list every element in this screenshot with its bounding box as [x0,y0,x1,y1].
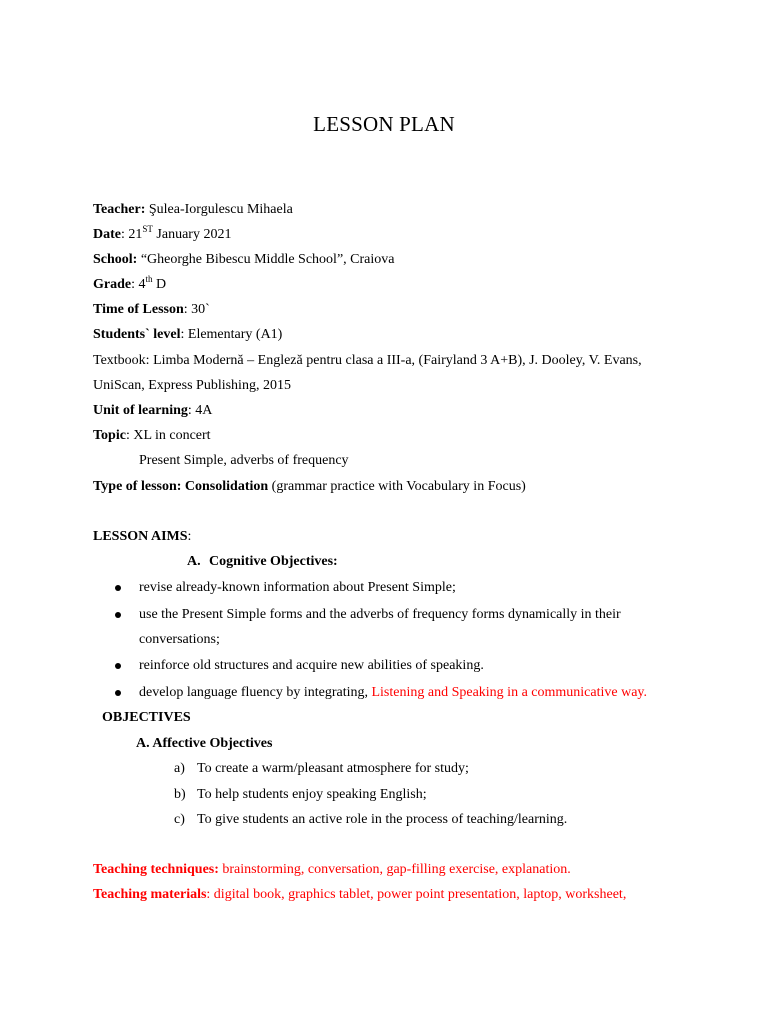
textbook-line-2: UniScan, Express Publishing, 2015 [93,378,291,393]
grade-suffix: th [145,274,153,284]
topic-subline: Present Simple, adverbs of frequency [139,453,349,468]
school-line [93,251,394,269]
date-day: : 21 [121,227,143,242]
type-value: (grammar practice with Vocabulary in Focus) [268,479,526,494]
aim-bullet-2: use the Present Simple forms and the adverbs of frequency forms dynamically in their [139,607,621,622]
techniques-label: Teaching techniques: [93,862,219,877]
unit-line [93,402,212,420]
cognitive-letter: A. [187,554,201,569]
materials-label: Teaching materials [93,887,207,902]
aim-bullet-1: revise already-known information about Present Simple; [139,580,456,595]
affective-title: A. Affective Objectives [136,736,273,751]
affective-item-a: To create a warm/pleasant atmosphere for study; [197,761,469,776]
aims-heading-text: LESSON AIMS [93,529,188,544]
materials-value: : digital book, graphics tablet, power point presentation, laptop, worksheet, [206,887,627,902]
objectives-heading: OBJECTIVES [102,710,191,725]
techniques-line [93,861,571,879]
affective-letter-b: b) [174,787,186,802]
bullet-dot [115,663,121,669]
textbook-line-1: Textbook: Limba Modernă – Engleză pentru clasa a III-a, (Fairyland 3 A+B), J. Dooley, V. Evans, [93,353,642,368]
grade-line [93,276,166,294]
topic-value: : XL in concert [125,428,211,443]
level-line [93,326,282,344]
type-line [93,478,526,496]
bullet-dot [115,585,121,591]
teacher-label: Teacher: [93,202,146,217]
affective-item-c: To give students an active role in the process of teaching/learning. [197,812,568,827]
aim-bullet-4-text: develop language fluency by integrating, [139,685,372,700]
teacher-value: Şulea-Iorgulescu Mihaela [145,202,293,217]
page-title: LESSON PLAN [313,112,455,136]
time-label: Time of Lesson [93,302,184,317]
affective-letter-c: c) [174,812,185,827]
teacher-line [93,201,293,219]
materials-line [93,886,626,904]
aim-bullet-4-highlight: Listening and Speaking in a communicative way. [371,685,648,700]
aims-heading-colon: : [187,529,192,544]
cognitive-title: Cognitive Objectives: [209,554,338,569]
aim-bullet-2-cont: conversations; [139,632,220,647]
type-label: Type of lesson: Consolidation [93,479,269,494]
grade-rest: D [152,277,167,292]
time-value: : 30` [183,302,210,317]
techniques-value: brainstorming, conversation, gap-filling exercise, explanation. [218,862,571,877]
bullet-dot [115,612,121,618]
topic-label: Topic [93,428,126,443]
date-line [93,226,231,244]
affective-item-b: To help students enjoy speaking English; [197,787,427,802]
school-value: “Gheorghe Bibescu Middle School”, Craiova [137,252,395,267]
aim-bullet-3: reinforce old structures and acquire new abilities of speaking. [139,658,484,673]
bullet-dot [115,690,121,696]
school-label: School: [93,252,138,267]
grade-label: Grade [93,277,132,292]
aim-bullet-4 [139,684,647,702]
unit-value: : 4A [187,403,213,418]
date-rest: January 2021 [152,227,232,242]
grade-number: : 4 [131,277,146,292]
unit-label: Unit of learning [93,403,188,418]
affective-letter-a: a) [174,761,185,776]
topic-line [93,427,211,445]
time-line [93,301,210,319]
level-label: Students` level [93,327,181,342]
level-value: : Elementary (A1) [180,327,283,342]
date-label: Date [93,227,121,242]
date-suffix: ST [142,224,153,234]
aims-heading [93,528,191,546]
